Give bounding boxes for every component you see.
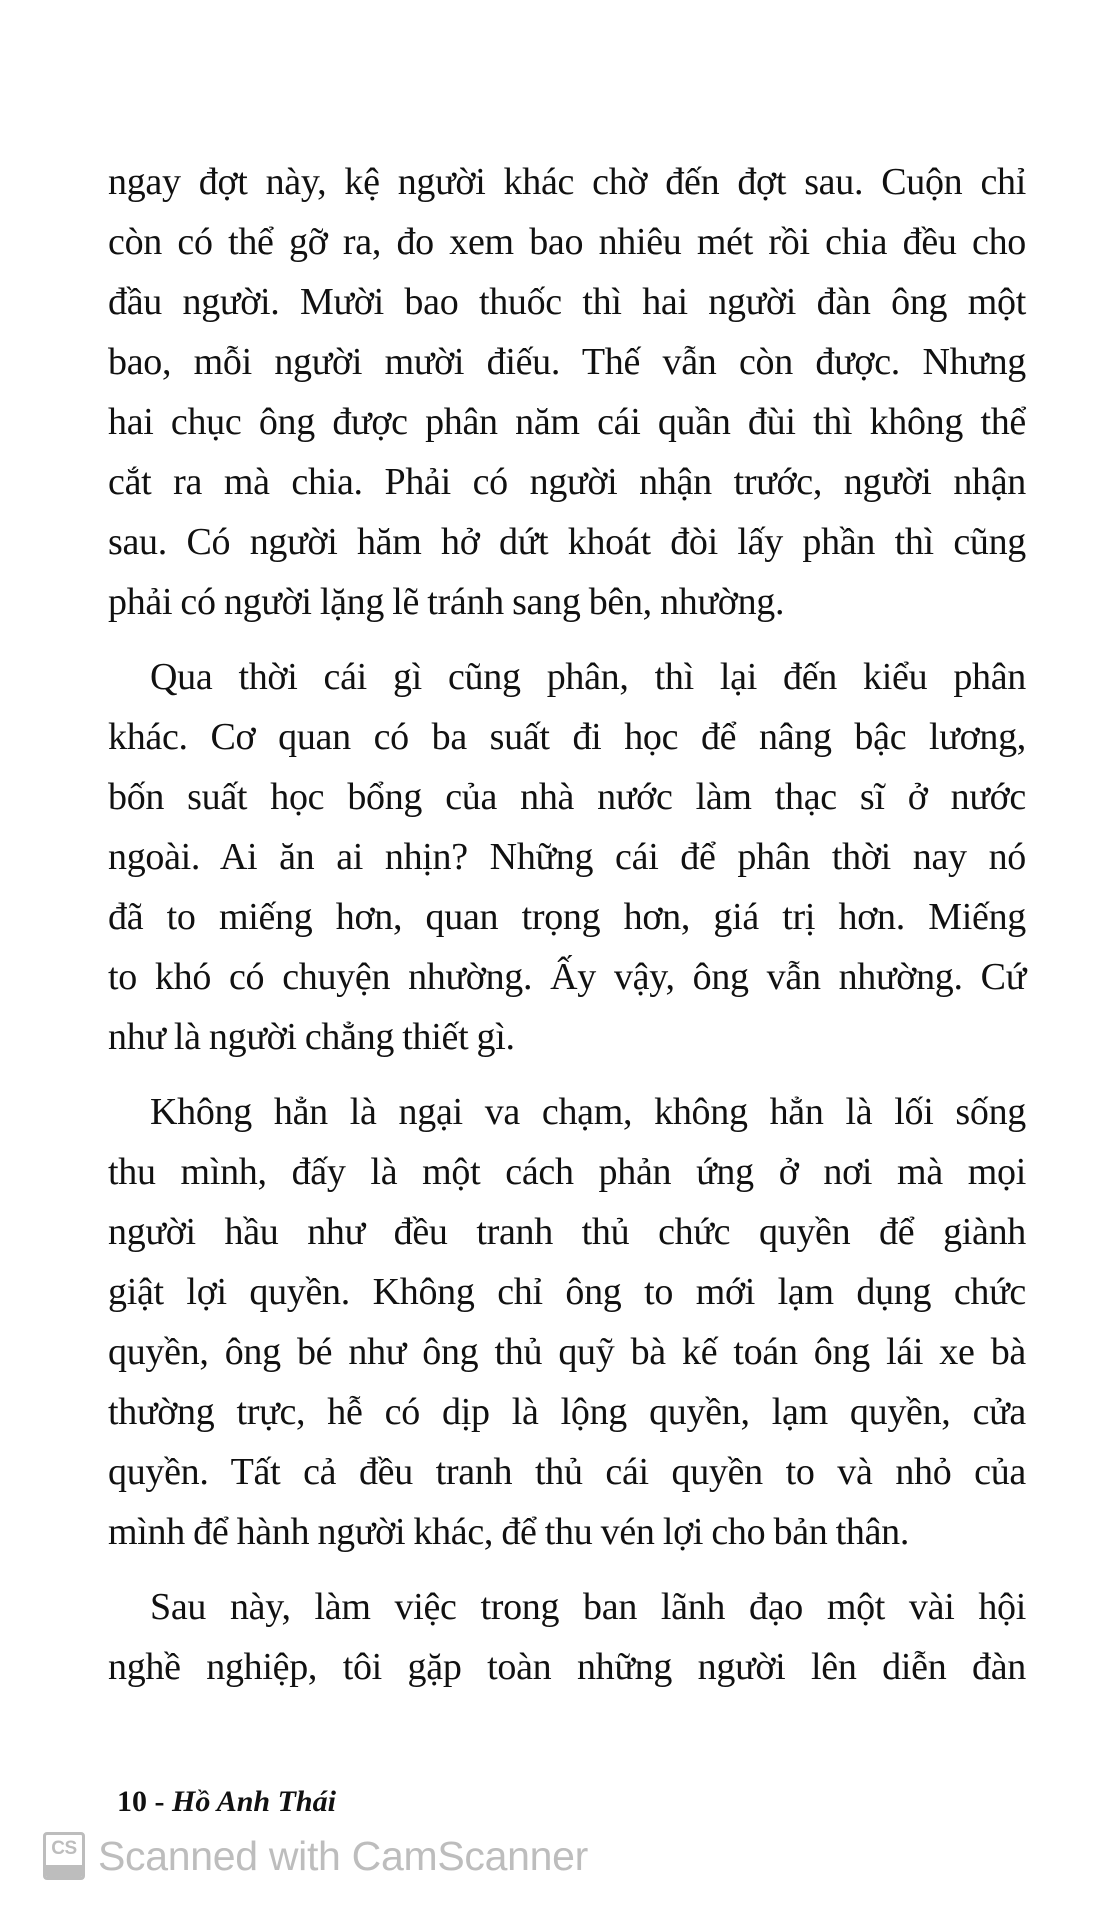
paragraph-first-line: Qua thời cái gì cũng phân, thì lại đến kiểu phân	[150, 656, 1026, 698]
text-line: sau. Có người hăm hở dứt khoát đòi lấy phần thì cũng	[108, 521, 1026, 563]
paragraph-first-line: Sau này, làm việc trong ban lãnh đạo một vài hội	[150, 1586, 1026, 1628]
page-footer	[117, 1784, 336, 1820]
footer-separator: -	[147, 1785, 172, 1818]
text-line: bao, mỗi người mười điếu. Thế vẫn còn được. Nhưng	[108, 341, 1026, 383]
text-line: còn có thể gỡ ra, đo xem bao nhiêu mét rồi chia đều cho	[108, 221, 1026, 263]
text-line: như là người chẳng thiết gì.	[108, 1016, 515, 1058]
text-line: người hầu như đều tranh thủ chức quyền để giành	[108, 1211, 1026, 1253]
watermark-text: Scanned with CamScanner	[98, 1833, 588, 1879]
logo-letters: CS	[51, 1838, 77, 1859]
text-line: quyền. Tất cả đều tranh thủ cái quyền to và nhỏ của	[108, 1451, 1026, 1493]
text-line: hai chục ông được phân năm cái quần đùi thì không thể	[108, 401, 1026, 443]
page-number: 10	[117, 1785, 147, 1818]
text-line: đầu người. Mười bao thuốc thì hai người đàn ông một	[108, 281, 1026, 323]
text-line: nghề nghiệp, tôi gặp toàn những người lên diễn đàn	[108, 1646, 1026, 1688]
text-line: to khó có chuyện nhường. Ấy vậy, ông vẫn nhường. Cứ	[108, 956, 1026, 998]
text-line: đã to miếng hơn, quan trọng hơn, giá trị hơn. Miếng	[108, 896, 1026, 938]
text-line: cắt ra mà chia. Phải có người nhận trước, người nhận	[108, 461, 1026, 503]
text-line: thu mình, đấy là một cách phản ứng ở nơi mà mọi	[108, 1151, 1026, 1193]
camscanner-logo-icon	[43, 1832, 85, 1880]
text-line: ngay đợt này, kệ người khác chờ đến đợt sau. Cuộn chỉ	[108, 161, 1026, 203]
text-line: bốn suất học bổng của nhà nước làm thạc sĩ ở nước	[108, 776, 1026, 818]
paragraph-first-line: Không hẳn là ngại va chạm, không hẳn là lối sống	[150, 1091, 1026, 1133]
logo-bottom-bar	[46, 1865, 82, 1877]
text-line: phải có người lặng lẽ tránh sang bên, nhường.	[108, 581, 785, 623]
text-line: thường trực, hễ có dịp là lộng quyền, lạm quyền, cửa	[108, 1391, 1026, 1433]
text-line: khác. Cơ quan có ba suất đi học để nâng bậc lương,	[108, 716, 1026, 758]
text-line: ngoài. Ai ăn ai nhịn? Những cái để phân thời nay nó	[108, 836, 1026, 878]
text-line: quyền, ông bé như ông thủ quỹ bà kế toán ông lái xe bà	[108, 1331, 1026, 1373]
text-line: giật lợi quyền. Không chỉ ông to mới lạm dụng chức	[108, 1271, 1026, 1313]
text-line: mình để hành người khác, để thu vén lợi cho bản thân.	[108, 1511, 910, 1553]
author-name: Hồ Anh Thái	[172, 1785, 336, 1818]
camscanner-watermark	[43, 1830, 588, 1882]
